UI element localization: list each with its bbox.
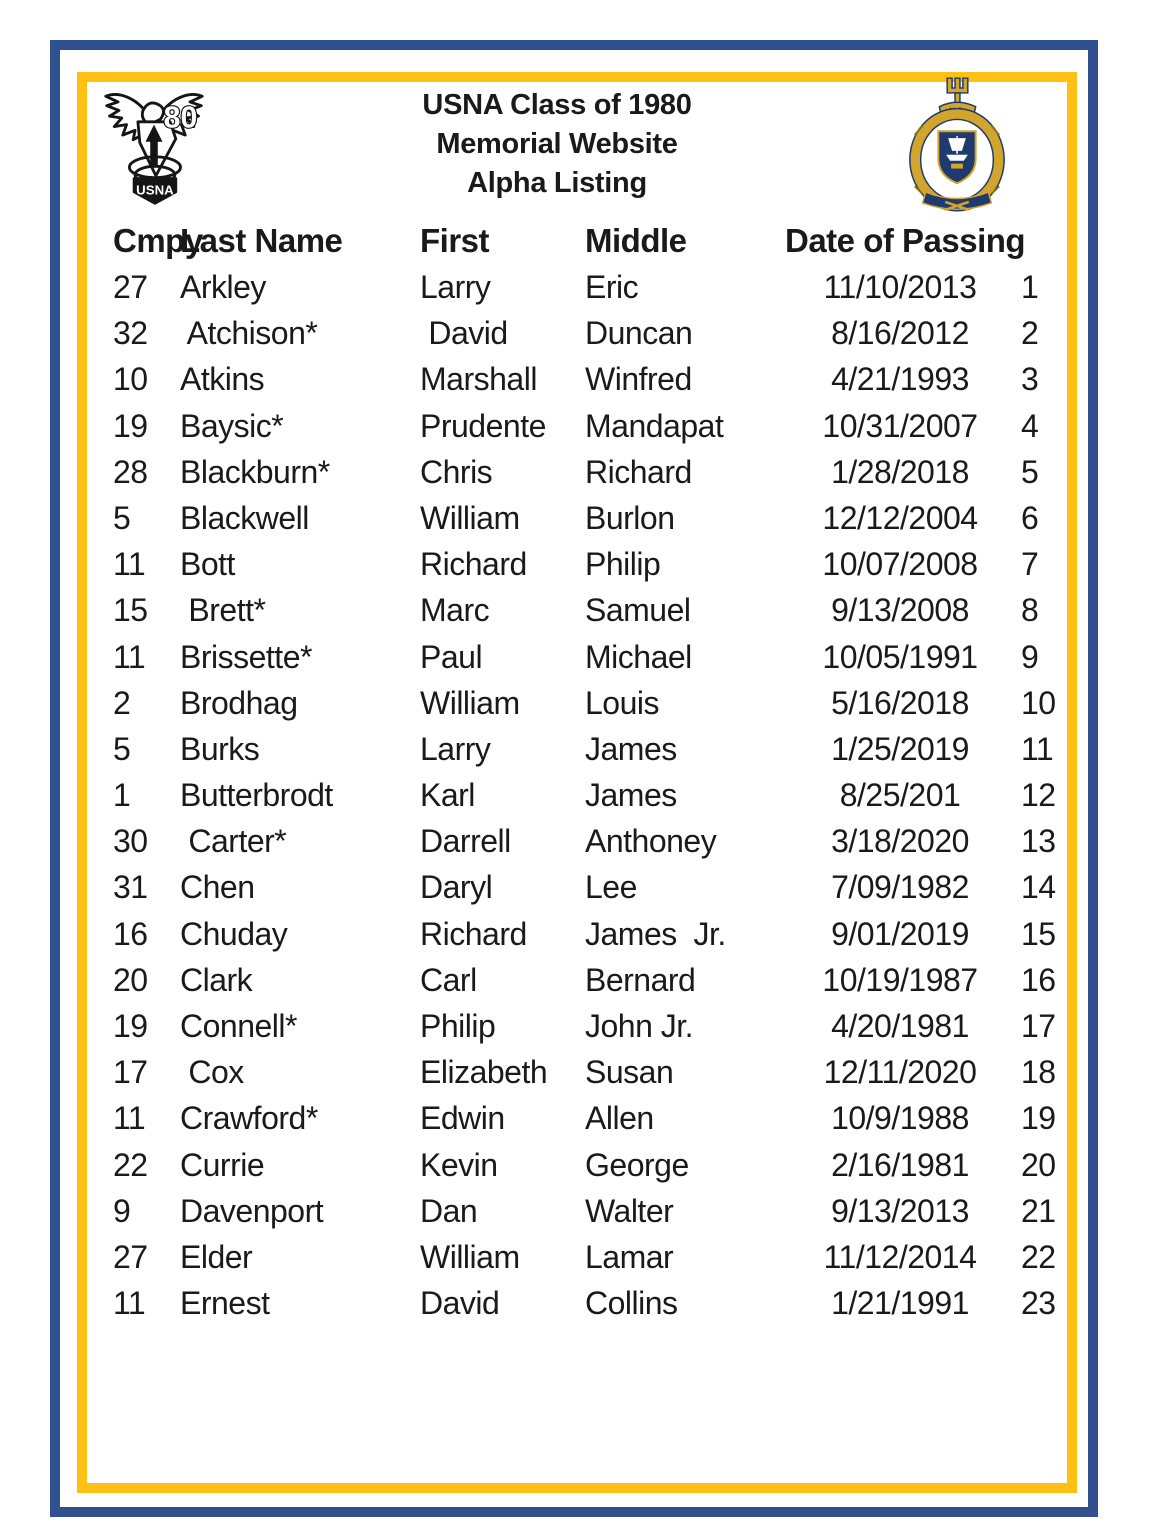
cell-last: Butterbrodt (180, 777, 333, 814)
cell-cmpy: 10 (113, 361, 148, 398)
page-subtitle-2: Alpha Listing (467, 167, 647, 199)
cell-middle: George (585, 1146, 689, 1183)
cell-first: William (420, 499, 520, 536)
cell-last: Brodhag (180, 684, 298, 721)
table-row (113, 356, 1067, 402)
cell-last: Arkley (180, 269, 266, 305)
table-row (113, 449, 1067, 495)
col-header-middle: Middle (585, 222, 687, 259)
cell-date: 9/13/2008 (831, 592, 969, 629)
cell-last: Carter* (180, 823, 287, 860)
cell-cmpy: 16 (113, 915, 148, 952)
cell-cmpy: 30 (113, 823, 148, 860)
table-row (113, 310, 1067, 356)
cell-idx: 13 (1021, 823, 1056, 860)
cell-date: 9/01/2019 (831, 915, 969, 952)
memorial-table (113, 220, 1067, 1326)
cell-date: 10/31/2007 (822, 407, 978, 444)
cell-first: Kevin (420, 1146, 498, 1183)
cell-idx: 1 (1021, 269, 1039, 305)
cell-cmpy: 27 (113, 1238, 148, 1275)
cell-middle: Samuel (585, 592, 691, 629)
cell-middle: James (585, 777, 677, 814)
cell-idx: 15 (1021, 915, 1056, 952)
table-row (113, 495, 1067, 541)
cell-first: David (420, 1285, 500, 1322)
table-row (113, 264, 1067, 310)
table-row (113, 1188, 1067, 1234)
cell-first: William (420, 1238, 520, 1275)
cell-middle: Philip (585, 546, 661, 583)
page-header (87, 82, 1067, 212)
cell-idx: 3 (1021, 361, 1039, 398)
cell-idx: 7 (1021, 546, 1039, 583)
cell-date: 11/10/2013 (823, 269, 977, 305)
cell-first: Karl (420, 777, 475, 814)
shield-ship-icon (938, 131, 975, 183)
cell-cmpy: 5 (113, 730, 131, 767)
cell-date: 12/11/2020 (823, 1054, 977, 1091)
cell-last: Davenport (180, 1192, 324, 1229)
cell-date: 1/21/1991 (831, 1285, 969, 1322)
cell-middle: Eric (585, 269, 639, 305)
cell-first: Chris (420, 453, 493, 490)
cell-middle: Duncan (585, 315, 693, 352)
cell-idx: 14 (1021, 869, 1056, 906)
cell-cmpy: 15 (113, 592, 148, 629)
cell-cmpy: 28 (113, 453, 148, 490)
cell-cmpy: 19 (113, 1008, 148, 1044)
col-header-first: First (420, 222, 490, 259)
col-header-last: Last Name (180, 222, 343, 259)
cell-date: 8/16/2012 (831, 315, 969, 352)
cell-date: 4/20/1981 (831, 1008, 969, 1044)
cell-date: 9/13/2013 (831, 1192, 969, 1229)
cell-middle: Louis (585, 684, 659, 721)
cell-cmpy: 11 (113, 1100, 146, 1137)
cell-first: David (420, 315, 508, 352)
cell-last: Blackwell (180, 499, 309, 536)
cell-middle: Walter (585, 1192, 674, 1229)
table-body (113, 264, 1067, 1326)
cell-middle: James (585, 730, 677, 767)
cell-last: Ernest (180, 1285, 270, 1322)
cell-middle: Winfred (585, 361, 692, 398)
cell-middle: Anthoney (585, 823, 717, 860)
cell-last: Blackburn* (180, 453, 330, 490)
col-header-idx (1015, 220, 1067, 264)
inner-border (77, 72, 1077, 1493)
cell-first: Larry (420, 730, 491, 767)
table-row (113, 1142, 1067, 1188)
cell-first: Philip (420, 1008, 496, 1044)
cell-date: 10/05/1991 (822, 638, 978, 675)
cell-date: 10/9/1988 (831, 1100, 969, 1137)
col-header-cmpy: Cmpy (113, 222, 203, 259)
cell-cmpy: 32 (113, 315, 148, 352)
cell-first: Marc (420, 592, 490, 629)
cell-first: William (420, 684, 520, 721)
cell-idx: 12 (1021, 777, 1056, 814)
cell-cmpy: 11 (113, 546, 146, 583)
cell-idx: 9 (1021, 638, 1039, 675)
title-block (227, 86, 887, 203)
cell-cmpy: 11 (113, 638, 146, 675)
cell-date: 4/21/1993 (831, 361, 969, 398)
cell-last: Baysic* (180, 407, 284, 444)
cell-cmpy: 5 (113, 499, 131, 536)
cell-idx: 4 (1021, 407, 1039, 444)
cell-idx: 17 (1021, 1008, 1056, 1044)
cell-middle: Collins (585, 1285, 678, 1322)
cell-cmpy: 31 (113, 869, 148, 906)
cell-idx: 18 (1021, 1054, 1056, 1091)
cell-last: Chen (180, 869, 255, 906)
table-row (113, 818, 1067, 864)
page-subtitle: Memorial Website (436, 128, 678, 160)
cell-first: Larry (420, 269, 491, 305)
cell-date: 10/07/2008 (822, 546, 978, 583)
table-row (113, 1049, 1067, 1095)
cell-last: Currie (180, 1146, 265, 1183)
table-row (113, 1003, 1067, 1049)
cell-date: 8/25/201 (839, 777, 961, 814)
cell-idx: 16 (1021, 961, 1056, 998)
us-ribbon-label: U.S. (949, 106, 965, 116)
cell-middle: James Jr. (585, 915, 726, 952)
cell-cmpy: 22 (113, 1146, 148, 1183)
cell-last: Atchison* (180, 315, 318, 352)
cell-last: Clark (180, 961, 253, 998)
cell-last: Elder (180, 1238, 253, 1275)
col-header-date: Date of Passing (785, 222, 1026, 259)
table-row (113, 541, 1067, 587)
cell-middle: Susan (585, 1054, 674, 1091)
cell-cmpy: 20 (113, 961, 148, 998)
cell-date: 7/09/1982 (831, 869, 969, 906)
cell-last: Atkins (180, 361, 265, 398)
class-year-label: 80 (163, 101, 198, 135)
cell-middle: John Jr. (585, 1008, 694, 1044)
cell-date: 1/25/2019 (831, 730, 969, 767)
cell-date: 2/16/1981 (831, 1146, 969, 1183)
usna-academy-crest-logo (902, 76, 1012, 212)
cell-idx: 22 (1021, 1238, 1056, 1275)
table-row (113, 772, 1067, 818)
cell-idx: 6 (1021, 499, 1039, 536)
cell-last: Brissette* (180, 638, 312, 675)
table-row (113, 1234, 1067, 1280)
cell-date: 1/28/2018 (831, 453, 969, 490)
cell-first: Elizabeth (420, 1054, 548, 1091)
cell-date: 5/16/2018 (831, 684, 969, 721)
cell-idx: 5 (1021, 453, 1039, 490)
cell-last: Brett* (180, 592, 266, 629)
cell-cmpy: 27 (113, 269, 148, 305)
table-header-row (113, 220, 1067, 264)
cell-first: Darrell (420, 823, 511, 860)
cell-first: Edwin (420, 1100, 505, 1137)
cell-last: Connell* (180, 1008, 297, 1044)
cell-cmpy: 9 (113, 1192, 131, 1229)
cell-idx: 11 (1021, 730, 1054, 767)
cell-last: Cox (180, 1054, 244, 1091)
usna-banner-label: USNA (136, 182, 174, 198)
cell-date: 11/12/2014 (823, 1238, 977, 1275)
cell-cmpy: 1 (113, 777, 131, 814)
cell-first: Prudente (420, 407, 546, 444)
cell-cmpy: 19 (113, 407, 148, 444)
outer-border (50, 40, 1098, 1517)
cell-first: Marshall (420, 361, 537, 398)
cell-date: 3/18/2020 (831, 823, 969, 860)
cell-first: Richard (420, 546, 527, 583)
cell-cmpy: 2 (113, 684, 131, 721)
cell-middle: Michael (585, 638, 692, 675)
cell-middle: Burlon (585, 499, 675, 536)
cell-first: Paul (420, 638, 483, 675)
table-row (113, 1280, 1067, 1326)
cell-last: Burks (180, 730, 260, 767)
cell-last: Crawford* (180, 1100, 318, 1137)
cell-middle: Richard (585, 453, 692, 490)
table-row (113, 403, 1067, 449)
table-row (113, 864, 1067, 910)
cell-idx: 19 (1021, 1100, 1056, 1137)
cell-last: Chuday (180, 915, 288, 952)
cell-cmpy: 17 (113, 1054, 148, 1091)
table-row (113, 634, 1067, 680)
cell-middle: Lamar (585, 1238, 674, 1275)
cell-first: Daryl (420, 869, 493, 906)
cell-date: 12/12/2004 (822, 499, 978, 536)
table-row (113, 680, 1067, 726)
cell-idx: 8 (1021, 592, 1039, 629)
cell-idx: 21 (1021, 1192, 1056, 1229)
cell-middle: Lee (585, 869, 637, 906)
cell-middle: Allen (585, 1100, 654, 1137)
cell-middle: Bernard (585, 961, 696, 998)
cell-middle: Mandapat (585, 407, 724, 444)
cell-idx: 10 (1021, 684, 1056, 721)
class-1980-crest-logo (101, 84, 207, 206)
cell-first: Richard (420, 915, 527, 952)
table-row (113, 587, 1067, 633)
cell-idx: 23 (1021, 1285, 1056, 1322)
table-row (113, 726, 1067, 772)
table-row (113, 1095, 1067, 1141)
cell-date: 10/19/1987 (822, 961, 978, 998)
cell-first: Carl (420, 961, 477, 998)
table-row (113, 911, 1067, 957)
page-title: USNA Class of 1980 (422, 89, 692, 121)
cell-first: Dan (420, 1192, 478, 1229)
cell-last: Bott (180, 546, 235, 583)
cell-idx: 2 (1021, 315, 1039, 352)
table-row (113, 957, 1067, 1003)
cell-idx: 20 (1021, 1146, 1056, 1183)
cell-cmpy: 11 (113, 1285, 146, 1322)
